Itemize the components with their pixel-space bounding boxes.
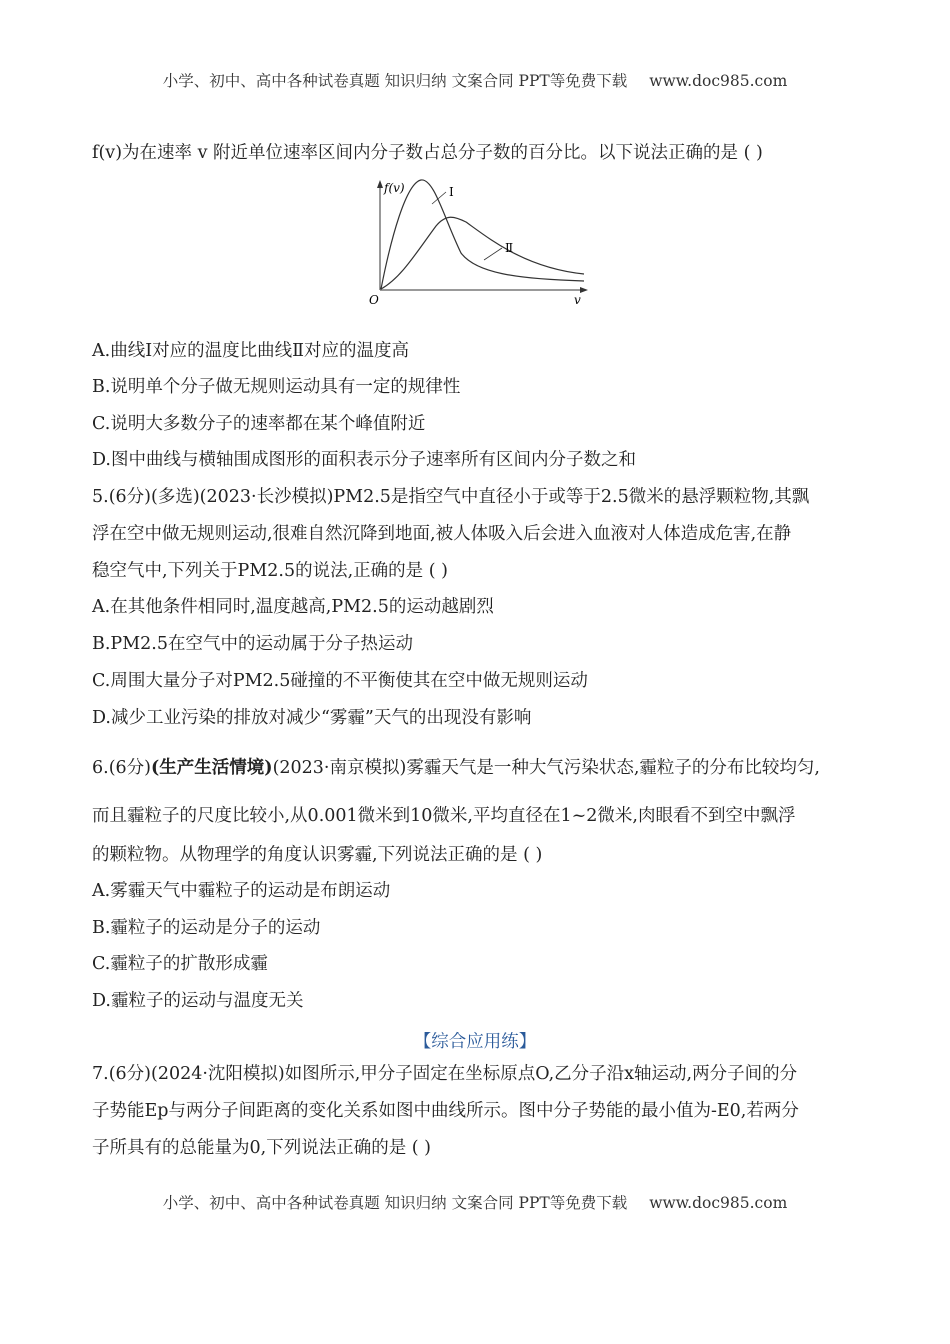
x-axis-arrow: [580, 287, 588, 293]
q5-line-2: 浮在空中做无规则运动,很难自然沉降到地面,被人体吸入后会进入血液对人体造成危害,在静: [92, 524, 792, 544]
q4-option-b: B.说明单个分子做无规则运动具有一定的规律性: [92, 377, 461, 397]
leader-II: [484, 248, 502, 260]
q6-option-c: C.霾粒子的扩散形成霾: [92, 954, 268, 974]
q5-line-3: 稳空气中,下列关于PM2.5的说法,正确的是 ( ): [92, 561, 448, 581]
curve-I-label: Ⅰ: [449, 185, 454, 199]
q4-option-a: A.曲线Ⅰ对应的温度比曲线Ⅱ对应的温度高: [92, 341, 410, 361]
curve-II-label: Ⅱ: [505, 241, 514, 255]
q7-line-1: 7.(6分)(2024·沈阳模拟)如图所示,甲分子固定在坐标原点O,乙分子沿x轴运动,两分子间的分: [92, 1064, 798, 1084]
velocity-distribution-chart: [366, 178, 596, 308]
y-axis-label: f(v): [384, 181, 405, 195]
q4-option-d: D.图中曲线与横轴围成图形的面积表示分子速率所有区间内分子数之和: [92, 450, 636, 470]
page-footer: [0, 1191, 950, 1213]
q6-line-1: [92, 758, 820, 779]
q6-option-a: A.雾霾天气中霾粒子的运动是布朗运动: [92, 881, 391, 901]
q4-option-c: C.说明大多数分子的速率都在某个峰值附近: [92, 414, 426, 434]
curve-II: [381, 217, 584, 289]
q7-line-3: 子所具有的总能量为0,下列说法正确的是 ( ): [92, 1138, 431, 1158]
section-heading: 【综合应用练】: [413, 1032, 537, 1052]
q6-line-1-rest: (2023·南京模拟)雾霾天气是一种大气污染状态,霾粒子的分布比较均匀,: [272, 758, 820, 778]
q4-stem: f(v)为在速率 v 附近单位速率区间内分子数占总分子数的百分比。以下说法正确的是 ( ): [92, 143, 763, 163]
chart-axes: [377, 180, 588, 293]
y-axis-arrow: [377, 180, 383, 188]
x-axis-label: v: [574, 293, 581, 307]
q6-option-b: B.霾粒子的运动是分子的运动: [92, 918, 321, 938]
q5-option-a: A.在其他条件相同时,温度越高,PM2.5的运动越剧烈: [92, 597, 494, 617]
q5-line-1: 5.(6分)(多选)(2023·长沙模拟)PM2.5是指空气中直径小于或等于2.5微米的悬浮颗粒物,其飘: [92, 487, 810, 507]
q5-option-d: D.减少工业污染的排放对减少“雾霾”天气的出现没有影响: [92, 708, 532, 728]
header-text: 小学、初中、高中各种试卷真题 知识归纳 文案合同 PPT等免费下载: [162, 72, 628, 90]
q6-line-3: 的颗粒物。从物理学的角度认识雾霾,下列说法正确的是 ( ): [92, 845, 543, 865]
q6-line-2: 而且霾粒子的尺度比较小,从0.001微米到10微米,平均直径在1~2微米,肉眼看不到空中飘浮: [92, 806, 796, 826]
footer-url[interactable]: www.doc985.com: [649, 1194, 788, 1212]
origin-label: O: [369, 293, 379, 307]
q6-option-d: D.霾粒子的运动与温度无关: [92, 991, 304, 1011]
q6-context-tag: (生产生活情境): [151, 758, 273, 778]
footer-text: 小学、初中、高中各种试卷真题 知识归纳 文案合同 PPT等免费下载: [162, 1194, 628, 1212]
page-header: [0, 69, 950, 91]
header-url[interactable]: www.doc985.com: [649, 72, 788, 90]
q6-prefix: 6.(6分): [92, 758, 151, 778]
q5-option-c: C.周围大量分子对PM2.5碰撞的不平衡使其在空中做无规则运动: [92, 671, 588, 691]
q5-option-b: B.PM2.5在空气中的运动属于分子热运动: [92, 634, 413, 654]
q7-line-2: 子势能Ep与两分子间距离的变化关系如图中曲线所示。图中分子势能的最小值为-E0,若两分: [92, 1101, 799, 1121]
